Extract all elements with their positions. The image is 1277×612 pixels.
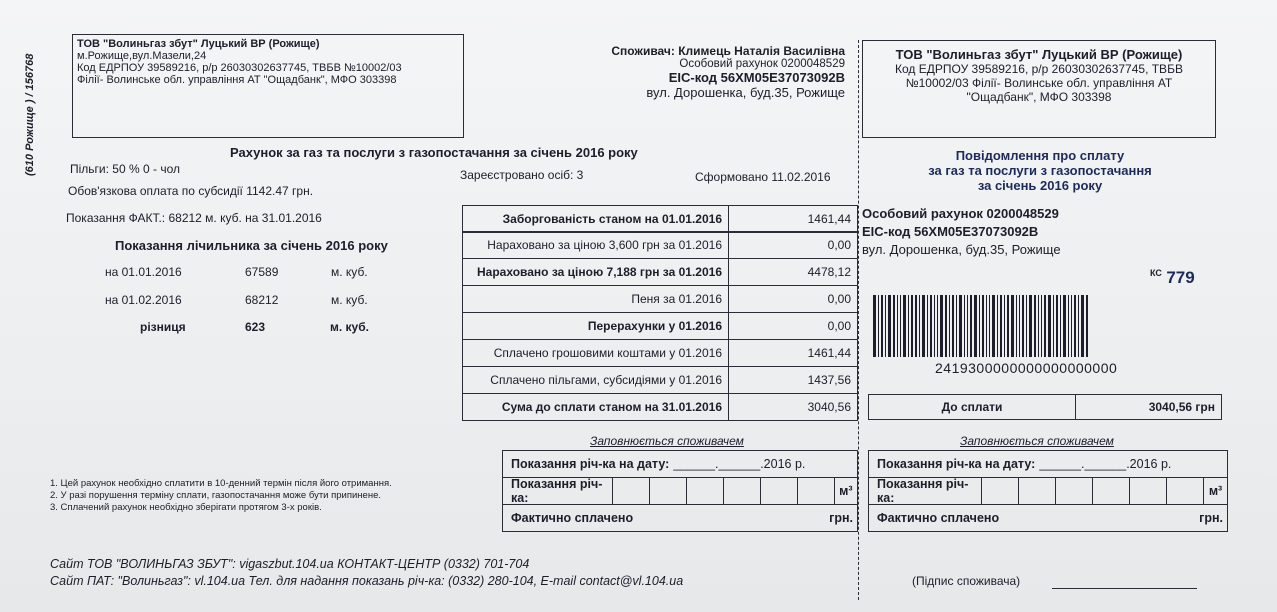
supplier-name: ТОВ "Волиньгаз збут" Луцький ВР (Рожище) [77,38,320,50]
fill-header-right: Заповнюється споживачем [960,434,1114,448]
barcode-bar [940,295,943,357]
barcode [873,295,1203,357]
kc-value: 779 [1166,268,1195,287]
barcode-bar [1060,295,1061,357]
kc-code [1150,268,1195,288]
fill-paid-right[interactable]: Фактично сплачено грн. [868,504,1228,532]
fill-header-left: Заповнюється споживачем [590,434,744,448]
footer-line-1: Сайт ТОВ "ВОЛИНЬГАЗ ЗБУТ": vigaszbut.104.ua КОНТАКТ-ЦЕНТР (0332) 701-704 [50,557,530,571]
right-supplier-box [862,40,1216,138]
barcode-bar [1074,295,1076,357]
barcode-bar [1004,295,1005,357]
barcode-bar [1071,295,1072,357]
to-pay-box [868,394,1222,420]
meter-row-diff [140,320,430,334]
notes [50,478,392,514]
reading-cells [981,478,1203,504]
barcode-bar [937,295,938,357]
supplier-box [72,34,464,138]
notice-address: вул. Дорошенка, буд.35, Рожище [862,242,1061,257]
registered-persons: Зареєстровано осіб: 3 [460,168,584,182]
barcode-bar [1086,295,1088,357]
table-row: Заборгованість станом на 01.01.2016 1461,44 [462,205,858,233]
notice-account: Особовий рахунок 0200048529 [862,206,1059,221]
barcode-bar [1056,295,1058,357]
supplier-bank: Філії- Волинське обл. управління АТ "Ощадбанк", МФО 303398 [77,74,397,86]
barcode-bar [911,295,913,357]
cut-line [858,40,859,600]
meter-unit: м. куб. [331,293,368,307]
notice-title: Повідомлення про сплату за газ та послуги з газопостачання за січень 2016 року [928,148,1152,193]
table-row: Сплачено пільгами, субсидіями у 01.2016 1437,56 [462,366,858,394]
meter-date: на 01.01.2016 [105,265,182,279]
barcode-bar [873,295,876,357]
barcode-bar [979,295,980,357]
signature-label: (Підпис споживача) [912,574,1021,588]
barcode-bar [945,295,947,357]
signature-line [1052,588,1197,589]
supplier-address: м.Рожище,вул.Мазели,24 [77,50,207,62]
meter-value: 623 [245,320,266,334]
barcode-bar [997,295,998,357]
right-supplier-bank: №10002/03 Філії- Волинське обл. управління АТ [905,76,1173,90]
table-row: Нараховано за ціною 7,188 грн за 01.2016 4478,12 [462,258,858,286]
meter-date: різниця [140,320,186,334]
barcode-bar [982,295,984,357]
barcode-bar [1034,295,1036,357]
note-2: 2. У разі порушення терміну сплати, газопостачання може бути припинене. [50,490,381,501]
barcode-bar [881,295,883,357]
barcode-bar [952,295,954,357]
barcode-bar [908,295,909,357]
footer [50,556,683,590]
barcode-bar [919,295,920,357]
table-row: Пеня за 01.2016 0,00 [462,285,858,313]
barcode-bar [927,295,928,357]
bill-title: Рахунок за газ та послуги з газопостачання за січень 2016 року [230,145,638,160]
barcode-number: 2419300000000000000000 [935,360,1118,376]
barcode-bar [949,295,950,357]
reading-cells [612,478,834,504]
consumer-account: Особовий рахунок 0200048529 [679,58,845,70]
barcode-bar [934,295,935,357]
table-row: Сплачено грошовими коштами у 01.2016 1461,44 [462,339,858,367]
barcode-bar [1011,295,1014,357]
barcode-bar [903,295,906,357]
barcode-bar [964,295,965,357]
supplier-code: Код ЕДРПОУ 39589216, р/р 26030302637745, ТВБВ №10002/03 [77,62,402,74]
barcode-bar [1081,295,1084,357]
barcode-bar [900,295,901,357]
right-supplier-mfo: "Ощадбанк", МФО 303398 [966,90,1112,104]
barcode-bar [888,295,891,357]
side-text: (610 Рожище ) / 156768 [24,53,36,176]
barcode-bar [1007,295,1009,357]
barcode-bar [1053,295,1054,357]
fill-paid-left[interactable]: Фактично сплачено грн. [502,504,858,532]
fill-reading-left[interactable]: Показання річ-ка: м³ [502,477,858,505]
consumer-name: Споживач: Климець Наталія Василівна [611,44,845,58]
table-row: Сума до сплати станом на 31.01.2016 3040,56 [462,393,858,421]
barcode-bar [930,295,932,357]
barcode-bar [878,295,879,357]
benefits: Пільги: 50 % 0 - чол [70,162,180,176]
barcode-bar [1026,295,1027,357]
subsidy: Обов'язкова оплата по субсидії 1142.47 грн. [68,184,314,198]
barcode-bar [1048,295,1051,357]
barcode-bar [986,295,987,357]
barcode-bar [915,295,917,357]
meter-date: на 01.02.2016 [105,293,182,307]
fact-reading: Показання ФАКТ.: 68212 м. куб. на 31.01.2016 [66,211,322,225]
barcode-bar [970,295,972,357]
meter-value: 67589 [245,265,279,279]
right-supplier-code: Код ЕДРПОУ 39589216, р/р 26030302637745, ТВБВ [895,62,1183,76]
barcode-bar [1068,295,1069,357]
kc-label: КС [1150,268,1162,278]
formed-date: Сформовано 11.02.2016 [695,170,831,184]
right-supplier-name: ТОВ "Волиньгаз збут" Луцький ВР (Рожище) [895,47,1183,62]
table-row: Нараховано за ціною 3,600 грн за 01.2016 0,00 [462,231,858,259]
to-pay-label: До сплати [869,395,1076,419]
meter-title: Показання лічильника за січень 2016 року [115,238,388,253]
barcode-bar [1078,295,1079,357]
meter-row-2 [105,293,395,307]
barcode-bar [1038,295,1039,357]
barcode-bar [1000,295,1002,357]
to-pay-value: 3040,56 грн [1148,400,1215,414]
barcode-bar [922,295,925,357]
barcode-bar [992,295,995,357]
consumer-address: вул. Дорошенка, буд.35, Рожище [646,85,845,100]
meter-unit: м. куб. [331,265,368,279]
notice-eic: ЕІС-код 56ХМ05Е37073092В [862,224,1039,239]
barcode-bar [1016,295,1017,357]
fill-reading-right[interactable]: Показання річ-ка: м³ [868,477,1228,505]
fill-date-left[interactable]: Показання річ-ка на дату: ______.______.2016 р. [502,450,858,478]
barcode-bar [1022,295,1024,357]
fill-date-right[interactable]: Показання річ-ка на дату: ______.______.2016 р. [868,450,1228,478]
barcode-bar [959,295,962,357]
barcode-bar [1063,295,1066,357]
barcode-bar [1041,295,1042,357]
barcode-bar [1029,295,1032,357]
barcode-bar [885,295,886,357]
barcode-bar [1044,295,1046,357]
table-row: Перерахунки у 01.2016 0,00 [462,312,858,340]
barcode-bar [956,295,957,357]
barcode-bar [989,295,990,357]
consumer-block [520,44,845,100]
barcode-bar [897,295,898,357]
consumer-eic: ЕІС-код 56ХМ05Е37073092В [668,70,845,85]
barcode-bar [1019,295,1020,357]
barcode-bar [974,295,977,357]
meter-unit: м. куб. [330,320,369,334]
barcode-bar [893,295,895,357]
meter-row-1 [105,265,395,279]
barcode-bar [967,295,968,357]
note-3: 3. Сплачений рахунок необхідно зберігати протягом 3-х років. [50,502,322,513]
footer-line-2: Сайт ПАТ: "Волиньгаз": vl.104.ua Тел. для надання показань річ-ка: (0332) 280-104, E-mail contact@vl.104.ua [50,574,684,588]
note-1: 1. Цей рахунок необхідно сплатити в 10-денний термін після його отримання. [50,478,392,489]
meter-value: 68212 [245,293,279,307]
